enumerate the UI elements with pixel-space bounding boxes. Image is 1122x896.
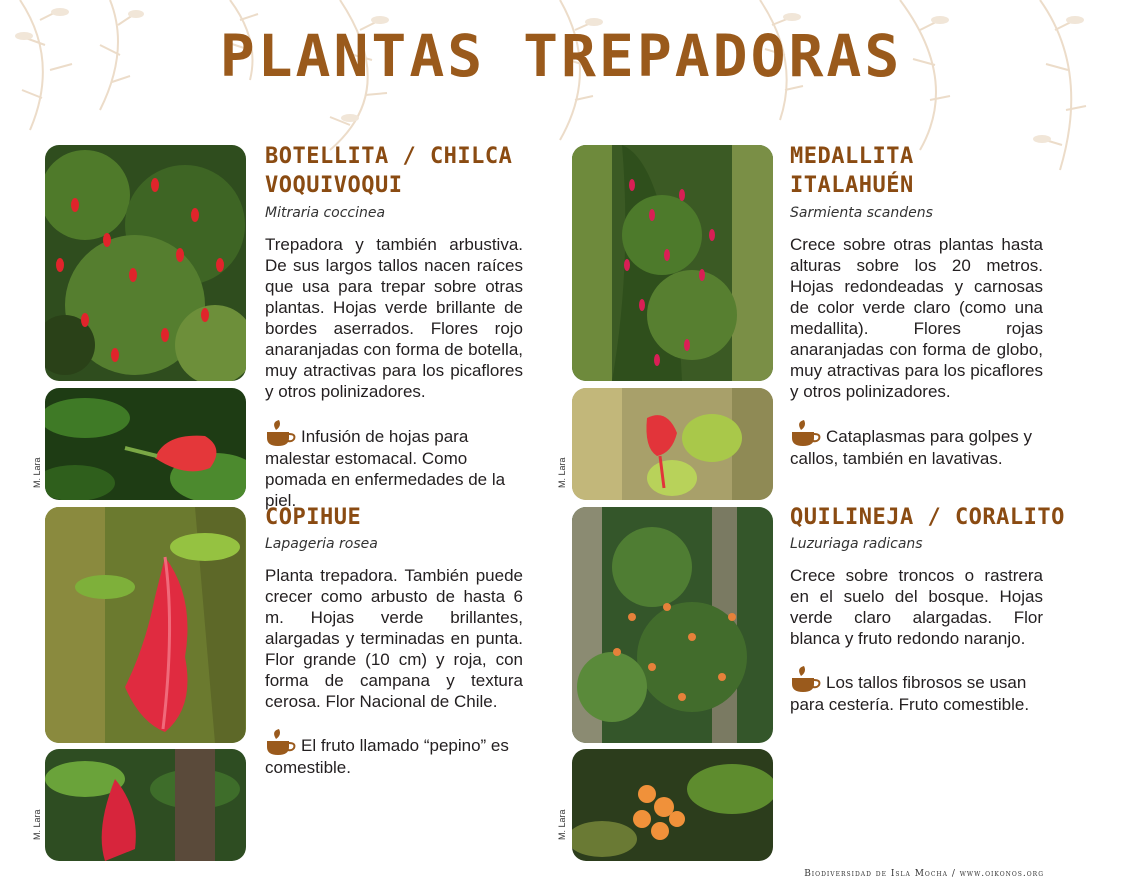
heading-line: ITALAHUÉN <box>790 173 914 198</box>
footer-credit: Biodiversidad de Isla Mocha / www.oikonos.org <box>804 869 1044 879</box>
botellita-flower-photo <box>45 388 246 500</box>
photo-credit: M. Lara <box>557 457 567 488</box>
heading-line: COPIHUE <box>265 505 362 530</box>
photo-credit: M. Lara <box>32 809 42 840</box>
plant-heading-botellita <box>265 142 512 200</box>
page-title: PLANTAS TREPADORAS <box>219 22 903 90</box>
photo-credit: M. Lara <box>32 457 42 488</box>
quilineja-forest-photo <box>572 507 773 743</box>
heading-line: BOTELLITA / CHILCA <box>265 144 513 169</box>
plant-description: Trepadora y también arbustiva. De sus largos tallos nacen raíces que usa para trepar sobre otras plantas. Hojas verde brillante de bordes aserrados. Flores rojo anaranjadas con forma de botella, muy atractivas para los picaflores y otros polinizadores. <box>265 235 523 401</box>
heading-line: VOQUIVOQUI <box>265 173 403 198</box>
plant-use <box>265 729 523 778</box>
plant-use-text: Cataplasmas para golpes y callos, también en lavativas. <box>790 427 1033 468</box>
plant-description: Crece sobre troncos o rastrera en el suelo del bosque. Hojas verde claro alargadas. Flor blanca y fruto redondo naranjo. <box>790 566 1043 648</box>
copihue-flower-photo <box>45 507 246 743</box>
copihue-closeup-photo <box>45 749 246 861</box>
tea-cup-leaf-icon <box>790 666 822 694</box>
plant-description: Crece sobre otras plantas hasta alturas sobre los 20 metros. Hojas redondeadas y carnosas de color verde claro (como una medallita). Flores rojas anaranjadas con forma de globo, muy atractivas para los picaflores y otros polinizadores. <box>790 235 1043 401</box>
plant-description: Planta trepadora. También puede crecer como arbusto de hasta 6 m. Hojas verde brillantes, alargadas y terminadas en punta. Flor grande (10 cm) y roja, con forma de campana y textura cerosa. Flor Nacional de Chile. <box>265 566 523 711</box>
photo-credit: M. Lara <box>557 809 567 840</box>
scientific-name: Sarmienta scandens <box>790 205 933 221</box>
plant-heading-medallita <box>790 142 914 200</box>
plant-use-text: Infusión de hojas para malestar estomacal. Como pomada en enfermedades de la piel. <box>265 427 506 510</box>
medallita-flower-photo <box>572 388 773 500</box>
heading-line: MEDALLITA <box>790 144 914 169</box>
plant-use <box>265 420 523 511</box>
plant-heading-copihue <box>265 503 361 532</box>
plant-use-text: El fruto llamado “pepino” es comestible. <box>265 736 509 777</box>
scientific-name: Luzuriaga radicans <box>790 536 923 552</box>
tea-cup-leaf-icon <box>790 420 822 448</box>
tea-cup-leaf-icon <box>265 420 297 448</box>
plant-use <box>790 666 1043 715</box>
plant-use-text: Los tallos fibrosos se usan para cestería. Fruto comestible. <box>790 673 1030 714</box>
medallita-tree-photo <box>572 145 773 381</box>
botellita-shrub-photo <box>45 145 246 381</box>
heading-line: QUILINEJA / CORALITO <box>790 505 1065 530</box>
plant-heading-quilineja <box>790 503 1065 532</box>
scientific-name: Mitraria coccinea <box>265 205 386 221</box>
quilineja-fruit-photo <box>572 749 773 861</box>
plant-use <box>790 420 1043 469</box>
scientific-name: Lapageria rosea <box>265 536 378 552</box>
tea-cup-leaf-icon <box>265 729 297 757</box>
